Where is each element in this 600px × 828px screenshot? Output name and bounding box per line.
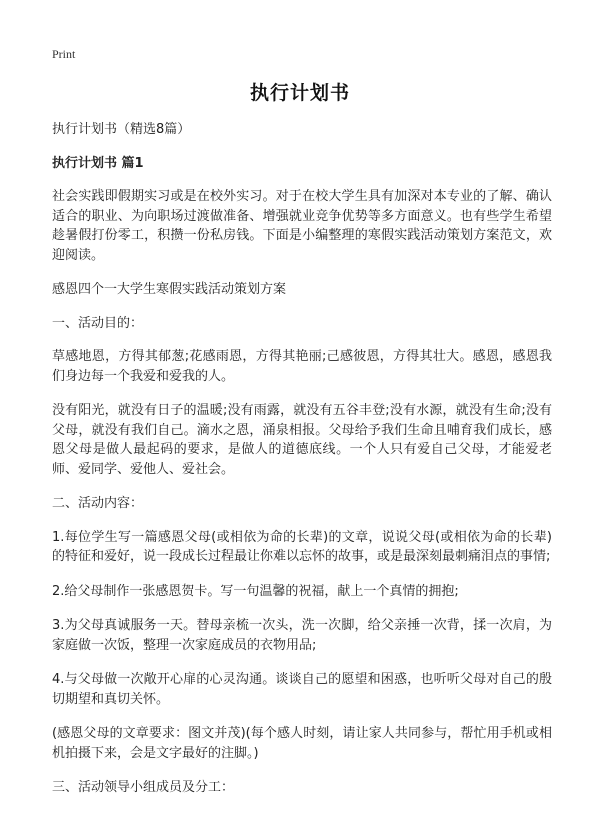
document-subtitle: 执行计划书（精选8篇） (52, 122, 191, 137)
paragraph-intro: 社会实践即假期实习或是在校外实习。对于在校大学生具有加深对本专业的了解、确认适合的职业、为向职场过渡做准备、增强就业竞争优势等多方面意义。也有些学生希望趁暑假打份零工，积攒一份私房钱。下面是小编整理的寒假实践活动策划方案范文，欢迎阅读。 (52, 189, 552, 263)
list-item-3: 3.为父母真诚服务一天。替母亲梳一次头，洗一次脚，给父亲捶一次背，揉一次肩，为家庭做一次饭，整理一次家庭成员的衣物用品; (52, 618, 552, 653)
section-heading-team: 三、活动领导小组成员及分工： (52, 780, 235, 795)
section-heading-content: 二、活动内容： (52, 496, 144, 511)
part-title: 执行计划书 篇1 (52, 155, 144, 171)
document-title: 执行计划书 (249, 82, 350, 104)
paragraph-gratitude: 草感地恩，方得其郁葱;花感雨恩，方得其艳丽;己感彼恩，方得其壮大。感恩，感恩我们身边每一个我爱和爱我的人。 (52, 349, 552, 384)
section-heading-purpose: 一、活动目的： (52, 315, 144, 331)
list-item-4: 4.与父母做一次敞开心扉的心灵沟通。谈谈自己的愿望和困惑，也听听父母对自己的殷切期望和真切关怀。 (52, 672, 552, 707)
paragraph-parents: 没有阳光，就没有日子的温暖;没有雨露，就没有五谷丰登;没有水源，就没有生命;没有父母，就没有我们自己。滴水之恩，涌泉相报。父母给予我们生命且哺育我们成长，感恩父母是做人最起码的要求，是做人的道德底线。一个人只有爱自己父母，才能爱老师、爱同学、爱他人、爱社会。 (52, 403, 552, 477)
list-item-2: 2.给父母制作一张感恩贺卡。写一句温馨的祝福，献上一个真情的拥抱; (52, 583, 459, 599)
document-body (52, 120, 552, 813)
list-item-1: 1.每位学生写一篇感恩父母(或相依为命的长辈)的文章，说说父母(或相依为命的长辈)的特征和爱好，说一段成长过程最让你难以忘怀的故事，或是最深刻最刺痛泪点的事情; (52, 529, 552, 564)
paragraph-note: (感恩父母的文章要求：图文并茂)(每个感人时刻，请让家人共同参与，帮忙用手机或相机拍摄下来，会是文字最好的注脚。) (52, 726, 552, 761)
print-label: Print (52, 47, 76, 61)
plan-title: 感恩四个一大学生寒假实践活动策划方案 (52, 282, 287, 297)
